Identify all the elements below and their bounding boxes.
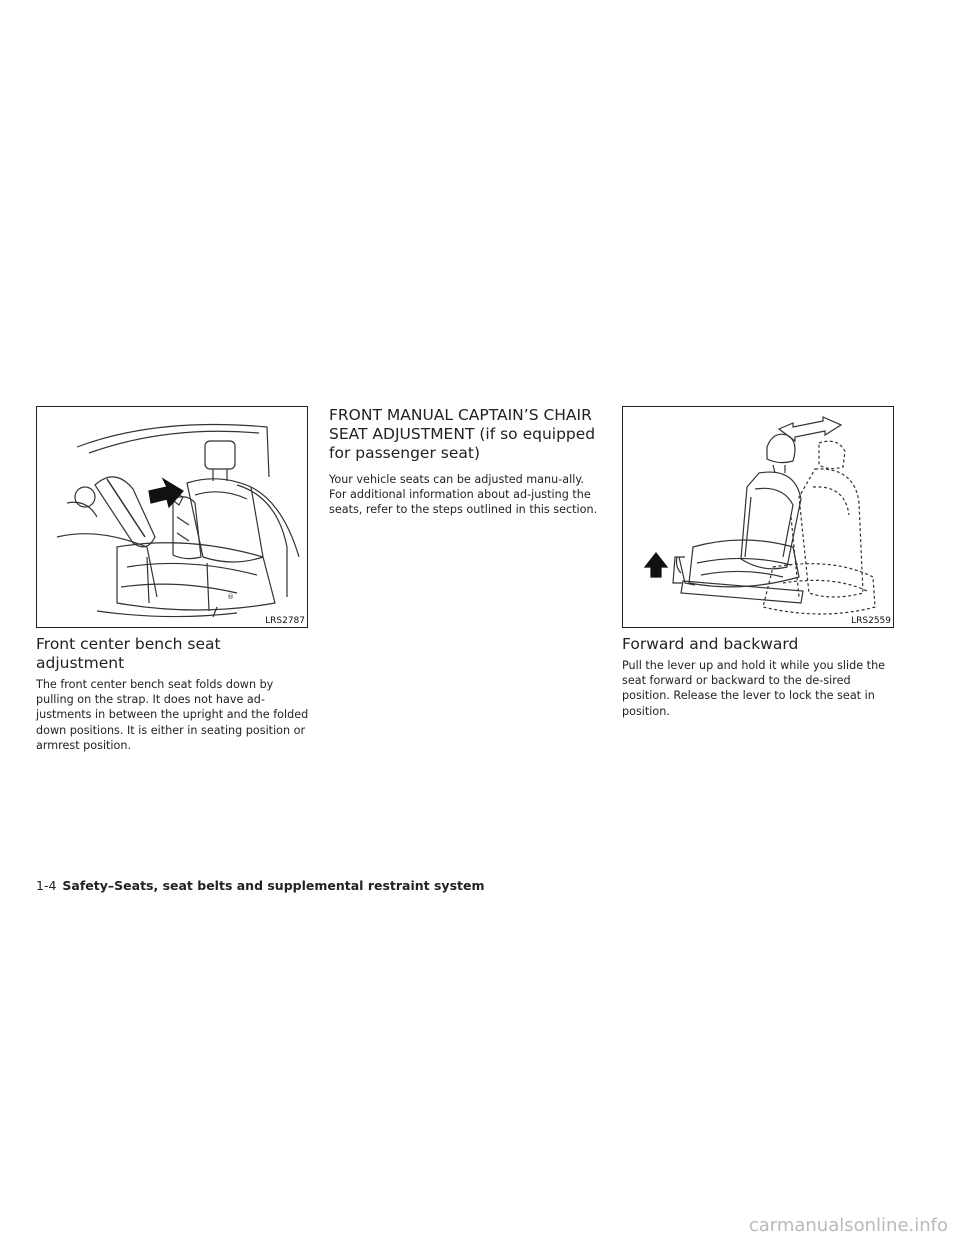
seat-slide-illustration: [623, 407, 894, 628]
svg-text:®: ®: [227, 593, 234, 601]
section-heading-bench-seat: Front center bench seat adjustment: [36, 635, 221, 672]
footer-section-title: Safety–Seats, seat belts and supplemental restraint system: [62, 878, 485, 893]
section-heading-captains-chair: FRONT MANUAL CAPTAIN’S CHAIR SEAT ADJUSTMENT (if so equipped for passenger seat): [329, 406, 596, 462]
forward-backward-paragraph: Pull the lever up and hold it while you slide the seat forward or backward to the de-sired position. Release the lever to lock the seat in position.: [622, 659, 886, 718]
page-number: 1-4: [36, 878, 57, 893]
page-footer: [36, 878, 485, 894]
bench-seat-figure: [36, 406, 308, 628]
captains-chair-paragraph: Your vehicle seats can be adjusted manu-ally. For additional information about ad-justing the seats, refer to the steps outlined in this section.: [329, 473, 598, 517]
figure-code: LRS2559: [851, 616, 891, 626]
forward-backward-figure: [622, 406, 894, 628]
section-heading-forward-backward: Forward and backward: [622, 635, 799, 653]
bench-seat-illustration: [37, 407, 308, 628]
figure-code: LRS2787: [265, 616, 305, 626]
bench-seat-paragraph: The front center bench seat folds down by pulling on the strap. It does not have ad-justments in between the upright and the folded down positions. It is either in seating position or armrest position.: [36, 678, 309, 752]
watermark-text: carmanualsonline.info: [748, 1215, 948, 1236]
